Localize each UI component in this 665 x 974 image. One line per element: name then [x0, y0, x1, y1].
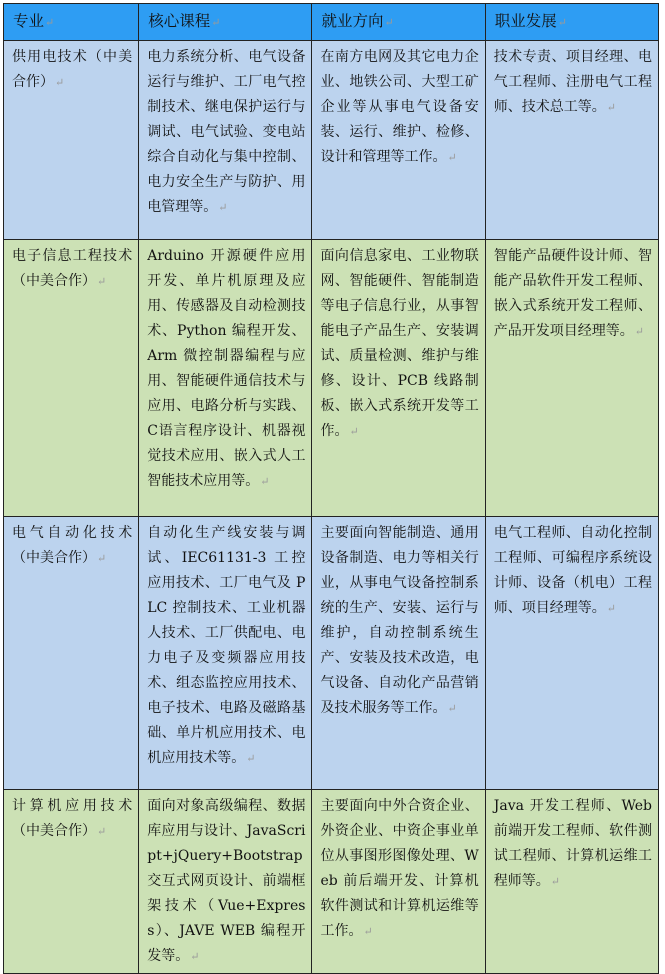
courses-cell: 面向对象高级编程、数据库应用与设计、JavaScript+jQuery+Bootstrap 交互式网页设计、前端框架技术（Vue+Express）、JAVE WEB 编程开发等。↵ — [139, 790, 312, 974]
employment-cell: 主要面向智能制造、通用设备制造、电力等相关行业，从事电气设备控制系统的生产、安装、运行与维护，自动控制系统生产、安装及技术改造，电气设备、自动化产品营销及技术服务等工作。↵ — [312, 517, 485, 790]
header-courses: 核心课程↵ — [139, 4, 312, 41]
career-cell: 电气工程师、自动化控制工程师、可编程序系统设计师、设备（机电）工程师、项目经理等。↵ — [485, 517, 658, 790]
table-row — [4, 790, 659, 974]
career-cell: 技术专责、项目经理、电气工程师、注册电气工程师、技术总工等。↵ — [485, 41, 658, 240]
table-row — [4, 517, 659, 790]
header-major: 专业↵ — [4, 4, 139, 41]
courses-cell: 自动化生产线安装与调试、IEC61131-3 工控应用技术、工厂电气及 PLC 控制技术、工业机器人技术、工厂供配电、电力电子及变频器应用技术、组态监控应用技术、电子技术、电路及磁路基础、单片机应用技术、电机应用技术等。↵ — [139, 517, 312, 790]
header-career: 职业发展↵ — [485, 4, 658, 41]
header-employment: 就业方向↵ — [312, 4, 485, 41]
employment-cell: 在南方电网及其它电力企业、地铁公司、大型工矿企业等从事电气设备安装、运行、维护、检修、设计和管理等工作。↵ — [312, 41, 485, 240]
career-cell: Java 开发工程师、Web 前端开发工程师、软件测试工程师、计算机运维工程师等。↵ — [485, 790, 658, 974]
program-table — [3, 3, 659, 974]
courses-cell: 电力系统分析、电气设备运行与维护、工厂电气控制技术、继电保护运行与调试、电气试验、变电站综合自动化与集中控制、电力安全生产与防护、用电管理等。↵ — [139, 41, 312, 240]
major-cell: 供用电技术（中美合作）↵ — [4, 41, 139, 240]
table-row — [4, 240, 659, 517]
employment-cell: 主要面向中外合资企业、外资企业、中资企事业单位从事图形图像处理、Web 前后端开发、计算机软件测试和计算机运维等工作。↵ — [312, 790, 485, 974]
career-cell: 智能产品硬件设计师、智能产品软件开发工程师、嵌入式系统开发工程师、产品开发项目经理等。↵ — [485, 240, 658, 517]
courses-cell: Arduino 开源硬件应用开发、单片机原理及应用、传感器及自动检测技术、Python 编程开发、Arm 微控制器编程与应用、智能硬件通信技术与应用、电路分析与实践、C语言程序设计、机器视觉技术应用、嵌入式人工智能技术应用等。↵ — [139, 240, 312, 517]
table-row — [4, 41, 659, 240]
major-cell: 电气自动化技术（中美合作）↵ — [4, 517, 139, 790]
header-row — [4, 4, 659, 41]
employment-cell: 面向信息家电、工业物联网、智能硬件、智能制造等电子信息行业，从事智能电子产品生产、安装调试、质量检测、维护与维修、设计、PCB 线路制板、嵌入式系统开发等工作。↵ — [312, 240, 485, 517]
major-cell: 电子信息工程技术（中美合作）↵ — [4, 240, 139, 517]
major-cell: 计算机应用技术（中美合作）↵ — [4, 790, 139, 974]
